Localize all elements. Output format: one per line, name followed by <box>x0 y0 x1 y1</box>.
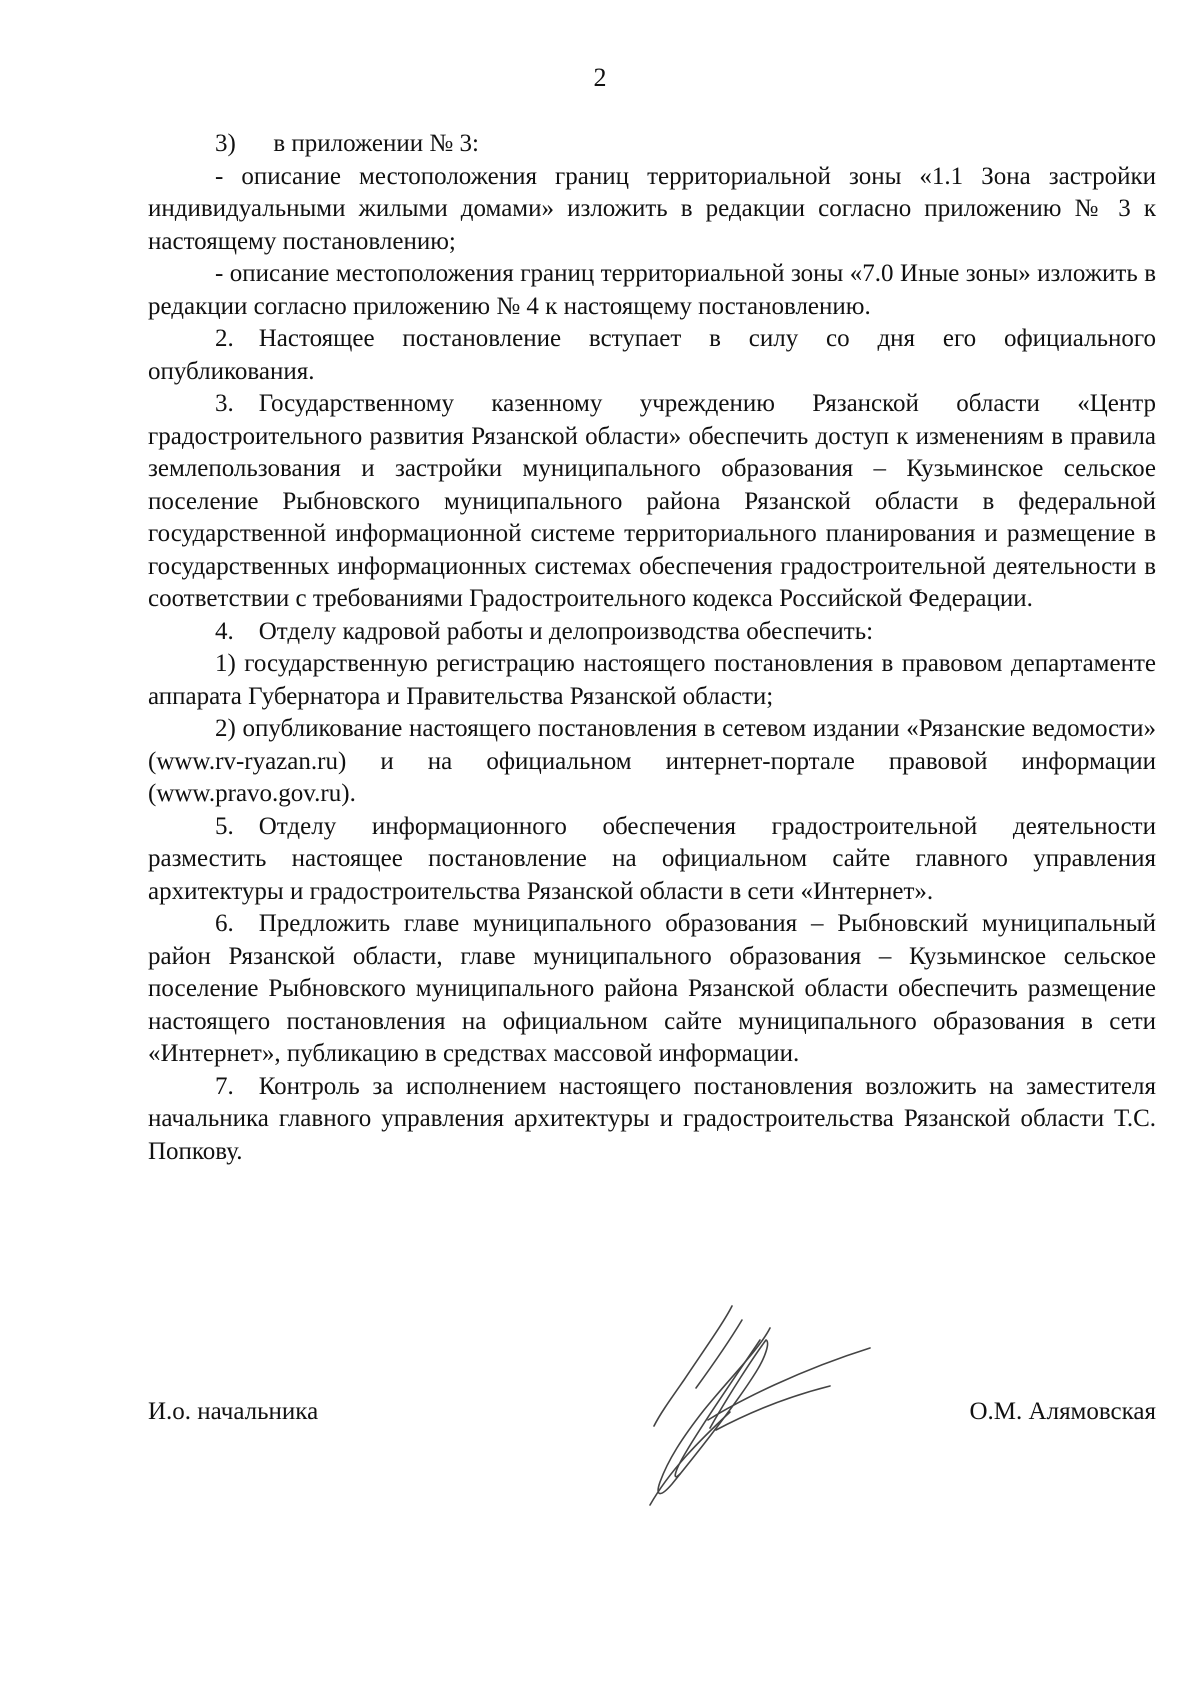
paragraph-clause-4-2: 2) опубликование настоящего постановления в сетевом издании «Рязанские ведомости» (www.rv-ryazan.ru) и на официальном интернет-портале правовой информации (www.pravo.gov.ru). <box>148 715 1156 807</box>
signatory-position: И.о. начальника <box>148 1398 319 1425</box>
signatory-name: О.М. Алямовская <box>969 1398 1156 1425</box>
paragraph-clause-4: 4. Отделу кадровой работы и делопроизводства обеспечить: <box>215 617 874 645</box>
paragraph-clause-6: 6. Предложить главе муниципального образования – Рыбновский муниципальный район Рязанской области, главе муниципального образования – Кузьминское сельское поселение Рыбновского муниципального района Рязанской области обеспечить размещение настоящего постановления на официальном сайте муниципального образования в сети «Интернет», публикацию в средствах массовой информации. <box>148 910 1156 1067</box>
paragraph-appendix-3-item-2: - описание местоположения границ территориальной зоны «7.0 Иные зоны» изложить в редакции согласно приложению № 4 к настоящему постановлению. <box>148 260 1156 320</box>
page-number: 2 <box>593 63 607 92</box>
signature-block <box>148 1396 1156 1436</box>
paragraph-clause-2: 2. Настоящее постановление вступает в силу со дня его официального опубликования. <box>148 325 1156 385</box>
paragraph-clause-4-1: 1) государственную регистрацию настоящего постановления в правовом департаменте аппарата Губернатора и Правительства Рязанской области; <box>148 650 1156 710</box>
paragraph-clause-7: 7. Контроль за исполнением настоящего постановления возложить на заместителя начальника главного управления архитектуры и градостроительства Рязанской области Т.С. Попкову. <box>148 1072 1156 1165</box>
paragraph-appendix-3-heading: 3) в приложении № 3: <box>215 130 479 157</box>
paragraph-clause-3: 3. Государственному казенному учреждению Рязанской области «Центр градостроительного развития Рязанской области» обеспечить доступ к изменениям в правила землепользования и застройки муниципального образования – Кузьминское сельское поселение Рыбновского муниципального района Рязанской области в федеральной государственной информационной системе территориального планирования и размещение в государственных информационных системах обеспечения градостроительной деятельности в соответствии с требованиями Градостроительного кодекса Российской Федерации. <box>148 390 1156 612</box>
paragraph-appendix-3-item-1: - описание местоположения границ территориальной зоны «1.1 Зона застройки индивидуальными жилыми домами» изложить в редакции согласно приложению № 3 к настоящему постановлению; <box>148 162 1156 255</box>
paragraph-clause-5: 5. Отделу информационного обеспечения градостроительной деятельности разместить настоящее постановление на официальном сайте главного управления архитектуры и градостроительства Рязанской области в сети «Интернет». <box>148 812 1156 905</box>
document-body <box>148 128 1156 1168</box>
